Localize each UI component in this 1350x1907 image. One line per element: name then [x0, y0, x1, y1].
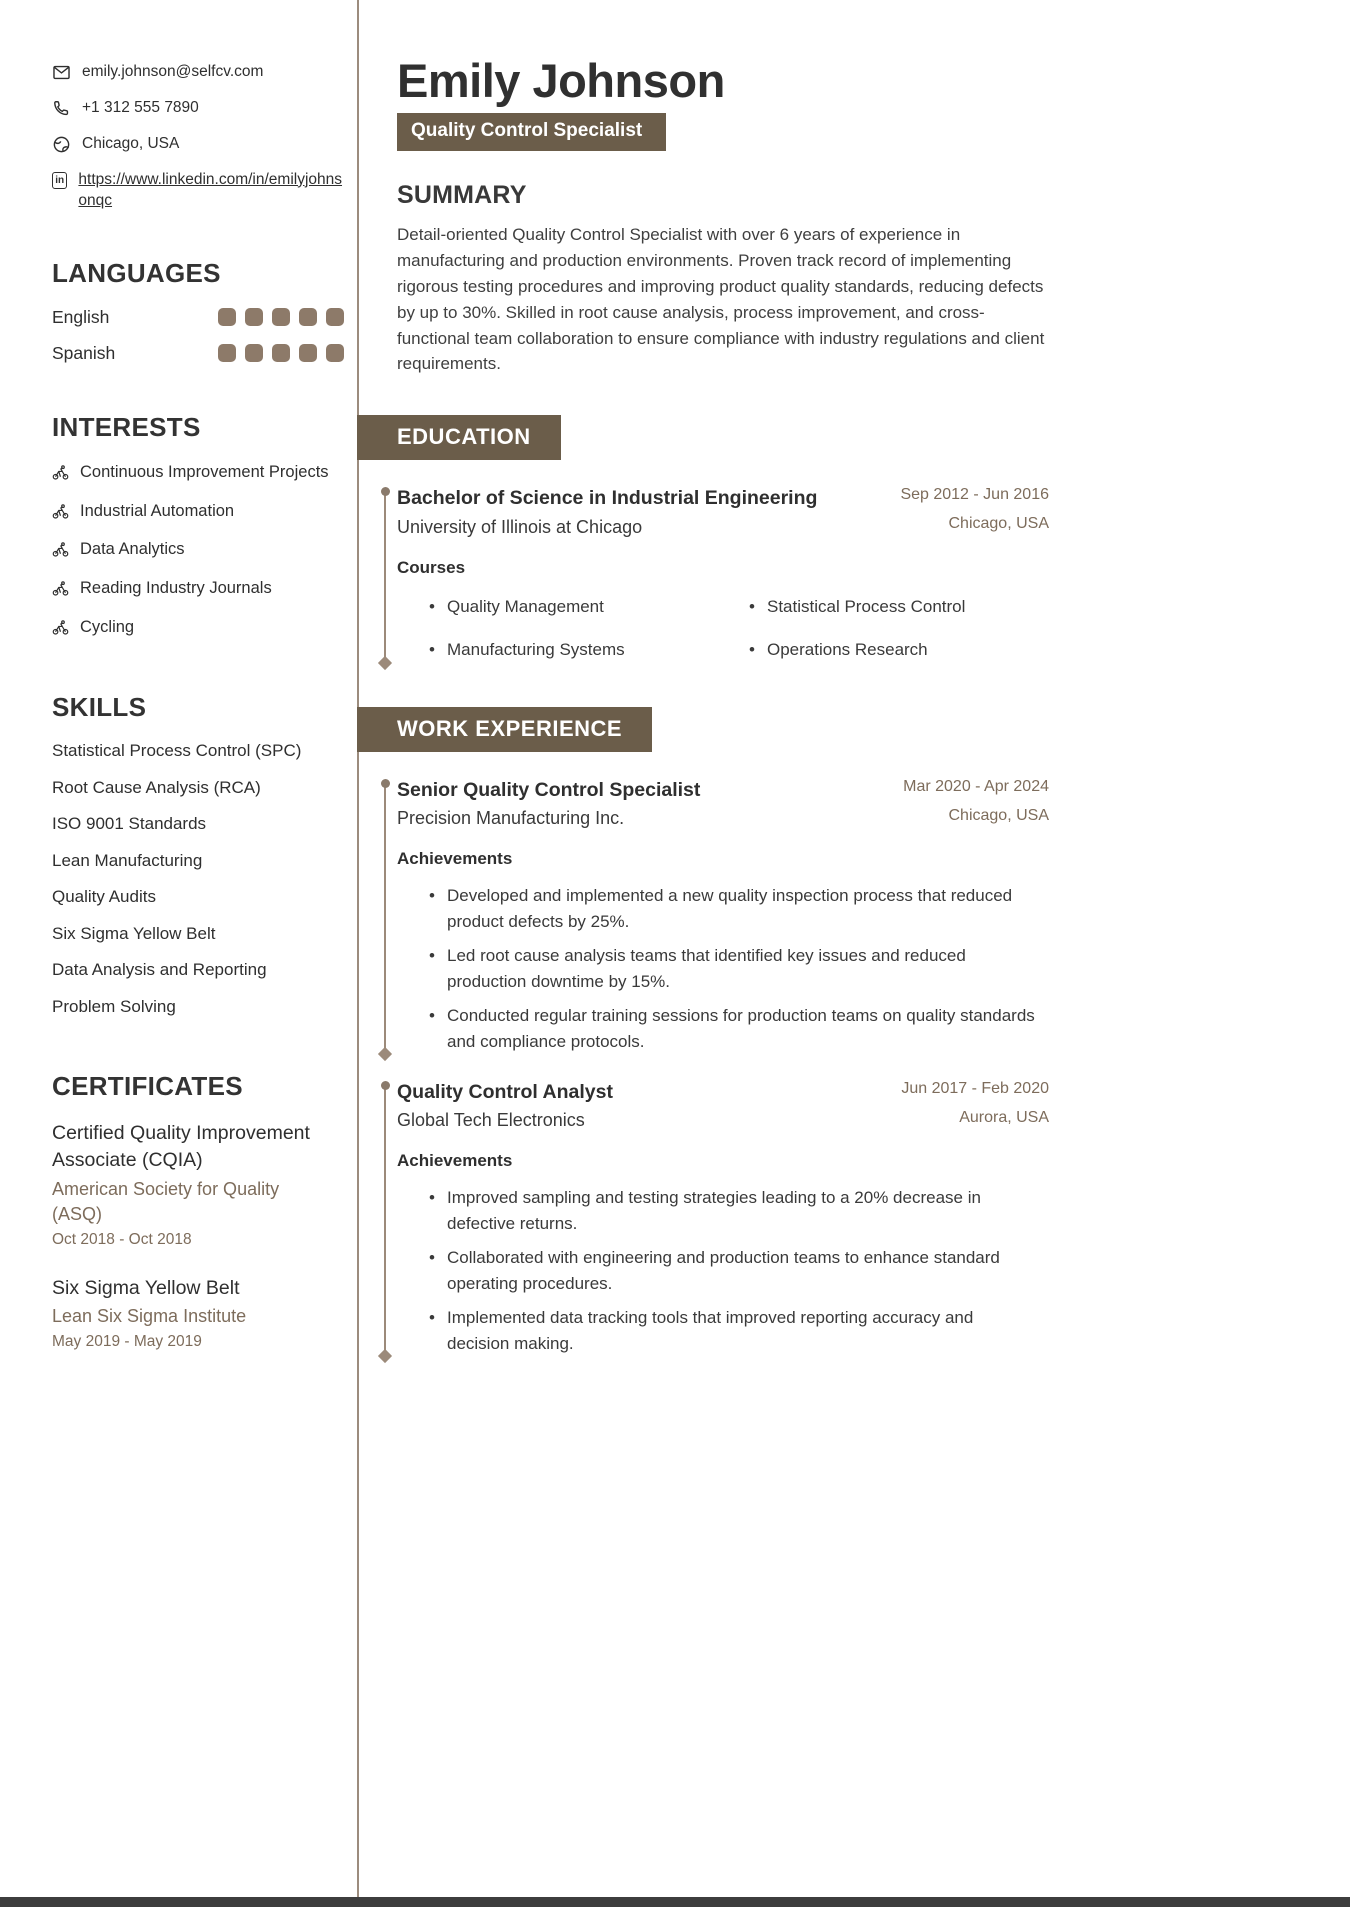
interest-label: Data Analytics [80, 540, 185, 559]
experience-header: WORK EXPERIENCE [357, 707, 652, 752]
skill-item: Quality Audits [52, 887, 156, 907]
skill-item: Problem Solving [52, 996, 176, 1016]
course-item: • Manufacturing Systems [429, 637, 729, 663]
interest-item [52, 461, 344, 485]
achievements-list [397, 883, 1049, 1054]
job-dates: Mar 2020 - Apr 2024 [903, 777, 1049, 795]
timeline-line [384, 1089, 386, 1354]
education-entry [397, 486, 1049, 662]
course-item: • Quality Management [429, 594, 729, 620]
skills-title: SKILLS [52, 692, 147, 723]
contact-email-value: emily.johnson@selfcv.com [82, 63, 264, 80]
cyclist-icon [52, 503, 69, 520]
course-item: • Statistical Process Control [749, 594, 1049, 620]
language-row [52, 343, 344, 364]
cyclist-icon [52, 541, 69, 558]
education-dates: Sep 2012 - Jun 2016 [900, 486, 1049, 504]
job-location: Chicago, USA [948, 806, 1049, 824]
education-entry-head [397, 486, 1049, 537]
job-entry-head [397, 1080, 1049, 1131]
achievements-label: Achievements [397, 849, 513, 868]
summary-title: SUMMARY [397, 181, 527, 210]
interest-item [52, 577, 344, 601]
achievement-item: • Developed and implemented a new quality inspection process that reduced product defects by 25%. [429, 883, 1039, 934]
skill-item: Statistical Process Control (SPC) [52, 741, 302, 761]
skill-item: Data Analysis and Reporting [52, 960, 267, 980]
degree-title: Bachelor of Science in Industrial Engineering [397, 487, 818, 510]
cyclist-icon [52, 619, 69, 636]
interests-section [52, 412, 344, 641]
timeline-dot [381, 487, 390, 496]
skills-section [52, 692, 344, 1017]
education-header: EDUCATION [357, 415, 561, 460]
interests-title: INTERESTS [52, 411, 201, 442]
achievements-list [397, 1185, 1049, 1356]
job-role: Quality Control Analyst [397, 1081, 613, 1103]
contact-phone [52, 98, 344, 119]
education-section [397, 415, 1049, 662]
achievement-item: • Implemented data tracking tools that improved reporting accuracy and decision making. [429, 1305, 1039, 1356]
job-title-badge: Quality Control Specialist [397, 113, 666, 151]
interest-label: Continuous Improvement Projects [80, 462, 329, 481]
linkedin-icon: in [52, 172, 67, 189]
courses-list [397, 594, 1049, 663]
certificate-name: Six Sigma Yellow Belt [52, 1276, 240, 1299]
skill-item: Root Cause Analysis (RCA) [52, 777, 261, 797]
languages-section [52, 258, 344, 364]
job-entry-head [397, 778, 1049, 829]
job-role: Senior Quality Control Specialist [397, 778, 701, 801]
certificate-org: American Society for Quality (ASQ) [52, 1179, 280, 1224]
school-name: University of Illinois at Chicago [397, 516, 643, 537]
experience-section [397, 707, 1049, 1357]
language-name: Spanish [52, 342, 116, 363]
certificate-dates: Oct 2018 - Oct 2018 [52, 1230, 192, 1248]
achievements-label: Achievements [397, 1151, 513, 1171]
job-company: Precision Manufacturing Inc. [397, 808, 625, 828]
job-entry [397, 1080, 1049, 1356]
interest-item [52, 500, 344, 524]
cyclist-icon [52, 580, 69, 597]
language-row [52, 307, 344, 328]
column-divider [357, 0, 359, 1907]
job-dates: Jun 2017 - Feb 2020 [901, 1080, 1049, 1097]
interest-label: Industrial Automation [80, 501, 235, 520]
cyclist-icon [52, 464, 69, 481]
certificate-item [52, 1120, 312, 1249]
interest-item [52, 616, 344, 640]
timeline-diamond [378, 1047, 392, 1061]
contact-email [52, 62, 344, 83]
timeline-dot [381, 1081, 390, 1090]
language-level-dots [218, 308, 344, 326]
contact-phone-value: +1 312 555 7890 [82, 98, 199, 116]
certificate-org: Lean Six Sigma Institute [52, 1306, 247, 1327]
linkedin-link[interactable]: https://www.linkedin.com/in/emilyjohnsonqc [78, 170, 343, 209]
timeline-diamond [378, 1349, 392, 1363]
interest-label: Cycling [80, 618, 135, 637]
skill-item: ISO 9001 Standards [52, 814, 207, 834]
courses-label: Courses [397, 557, 466, 577]
certificate-item [52, 1275, 312, 1352]
timeline-diamond [378, 656, 392, 670]
summary-text: Detail-oriented Quality Control Specialist with over 6 years of experience in manufacturing and production environments. Proven track record of implementing rigorous testing procedures and improving product quality standards, reducing defects by up to 30%. Skilled in root cause analysis, process improvement, and cross-functional team collaboration to ensure compliance with industry regulations and client requirements. [397, 225, 1045, 374]
email-icon [52, 63, 71, 82]
language-name: English [52, 306, 110, 327]
achievement-item: • Led root cause analysis teams that identified key issues and reduced production downtime by 15%. [429, 943, 1039, 994]
timeline-dot [381, 779, 390, 788]
contact-linkedin [52, 170, 344, 212]
skill-item: Lean Manufacturing [52, 850, 203, 870]
contact-section [52, 62, 344, 212]
main-column [397, 56, 1049, 1365]
person-name: Emily Johnson [397, 54, 725, 107]
contact-location-value: Chicago, USA [82, 134, 180, 152]
globe-icon [52, 135, 71, 154]
course-item: • Operations Research [749, 637, 1049, 663]
page-bottom-edge [0, 1897, 1350, 1907]
timeline-line [384, 787, 386, 1052]
language-level-dots [218, 344, 344, 362]
achievement-item: • Conducted regular training sessions for production teams on quality standards and compliance protocols. [429, 1003, 1039, 1054]
certificate-name: Certified Quality Improvement Associate (CQIA) [52, 1121, 310, 1172]
job-entry [397, 778, 1049, 1054]
certificate-dates: May 2019 - May 2019 [52, 1333, 202, 1351]
certificates-section [52, 1071, 344, 1352]
interest-item [52, 538, 344, 562]
timeline-line [384, 495, 386, 660]
education-location: Chicago, USA [948, 515, 1049, 533]
contact-location [52, 134, 344, 155]
job-company: Global Tech Electronics [397, 1110, 585, 1131]
phone-icon [52, 99, 71, 118]
languages-title: LANGUAGES [52, 257, 221, 288]
achievement-item: • Improved sampling and testing strategies leading to a 20% decrease in defective returns. [429, 1185, 1039, 1236]
interest-label: Reading Industry Journals [80, 579, 272, 598]
certificates-title: CERTIFICATES [52, 1070, 243, 1101]
sidebar [52, 62, 344, 1377]
job-location: Aurora, USA [959, 1109, 1049, 1126]
skill-item: Six Sigma Yellow Belt [52, 923, 216, 943]
achievement-item: • Collaborated with engineering and production teams to enhance standard operating procedures. [429, 1245, 1039, 1296]
